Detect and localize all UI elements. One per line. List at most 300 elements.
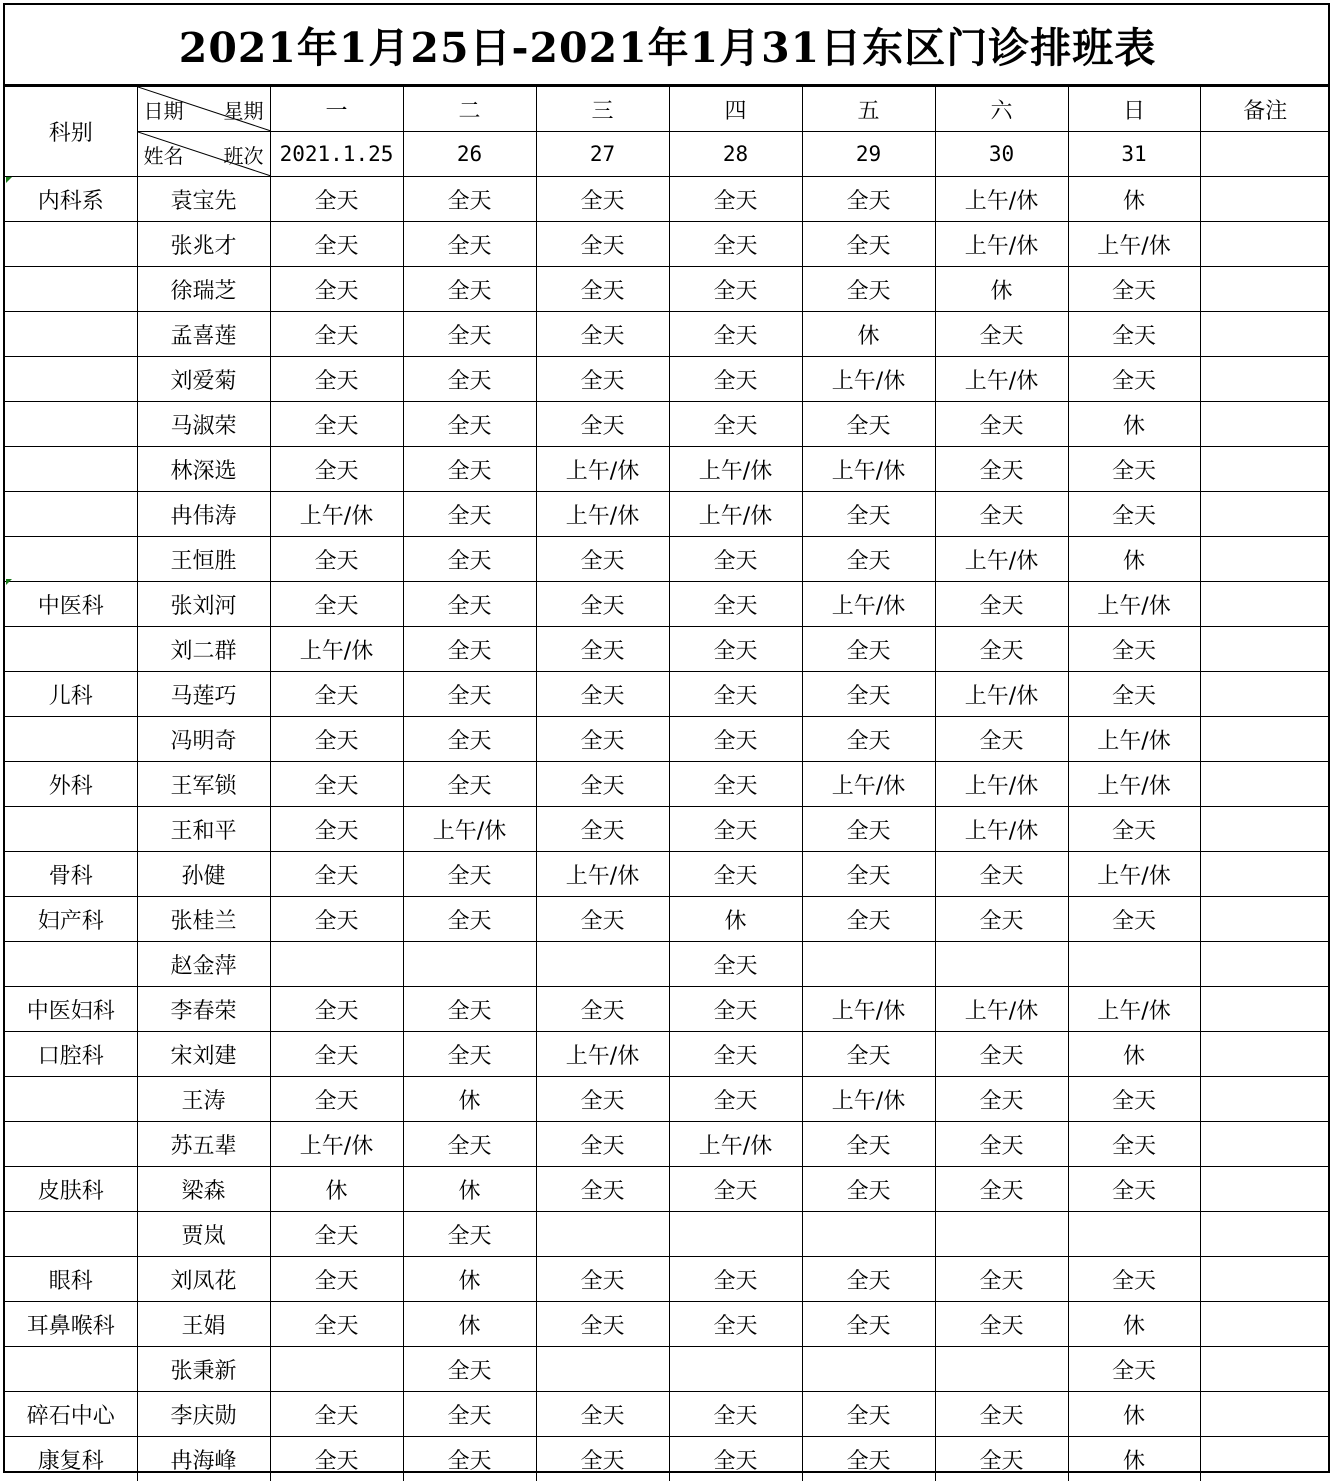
dept-cell — [5, 807, 137, 852]
doctor-name-cell: 张刘河 — [137, 582, 270, 627]
weekday-header: 五 — [802, 87, 935, 132]
shift-cell: 全天 — [935, 1302, 1068, 1347]
shift-cell: 全天 — [403, 1122, 536, 1167]
shift-cell: 全天 — [669, 1437, 802, 1481]
table-row — [5, 1167, 1330, 1212]
cell-comment-marker — [6, 579, 12, 585]
shift-cell: 全天 — [403, 1437, 536, 1481]
shift-cell: 全天 — [270, 1302, 403, 1347]
shift-cell — [935, 1212, 1068, 1257]
shift-cell: 全天 — [536, 1257, 669, 1302]
dept-cell — [5, 492, 137, 537]
shift-cell: 全天 — [536, 357, 669, 402]
shift-cell: 上午/休 — [1068, 987, 1200, 1032]
shift-cell: 全天 — [669, 222, 802, 267]
shift-cell: 全天 — [403, 1392, 536, 1437]
shift-cell: 全天 — [935, 1077, 1068, 1122]
shift-cell: 上午/休 — [1068, 852, 1200, 897]
shift-cell: 上午/休 — [802, 447, 935, 492]
date-header: 27 — [536, 132, 669, 177]
doctor-name-cell: 王涛 — [137, 1077, 270, 1122]
shift-cell — [1068, 1212, 1200, 1257]
header-row-date — [5, 132, 1330, 177]
shift-cell: 全天 — [270, 357, 403, 402]
weekday-header: 六 — [935, 87, 1068, 132]
shift-cell: 全天 — [403, 492, 536, 537]
shift-cell — [669, 1347, 802, 1392]
shift-cell: 全天 — [270, 177, 403, 222]
shift-cell: 全天 — [403, 852, 536, 897]
shift-label: 班次 — [224, 140, 264, 169]
table-row — [5, 717, 1330, 762]
remark-header: 备注 — [1200, 87, 1330, 132]
dept-cell: 皮肤科 — [5, 1167, 137, 1212]
shift-cell: 全天 — [403, 312, 536, 357]
table-row — [5, 492, 1330, 537]
table-row — [5, 1122, 1330, 1167]
date-header: 31 — [1068, 132, 1200, 177]
doctor-name-cell: 徐瑞芝 — [137, 267, 270, 312]
doctor-name-cell: 王军锁 — [137, 762, 270, 807]
dept-cell — [5, 267, 137, 312]
schedule-table — [5, 87, 1330, 1481]
table-row — [5, 762, 1330, 807]
shift-cell: 全天 — [935, 582, 1068, 627]
dept-cell — [5, 537, 137, 582]
shift-cell: 全天 — [802, 1437, 935, 1481]
shift-cell: 全天 — [536, 627, 669, 672]
shift-cell — [270, 942, 403, 987]
table-row — [5, 1302, 1330, 1347]
remark-cell — [1200, 897, 1330, 942]
date-weekday-diagonal-cell — [137, 87, 270, 132]
shift-cell: 休 — [270, 1167, 403, 1212]
remark-cell — [1200, 942, 1330, 987]
shift-cell: 休 — [1068, 1032, 1200, 1077]
shift-cell: 全天 — [935, 402, 1068, 447]
shift-cell: 全天 — [536, 402, 669, 447]
shift-cell: 全天 — [802, 897, 935, 942]
shift-cell: 全天 — [935, 447, 1068, 492]
doctor-name-cell: 王娟 — [137, 1302, 270, 1347]
shift-cell: 全天 — [669, 942, 802, 987]
shift-cell: 上午/休 — [935, 357, 1068, 402]
shift-cell: 上午/休 — [802, 582, 935, 627]
weekday-header: 四 — [669, 87, 802, 132]
shift-cell: 全天 — [935, 1032, 1068, 1077]
doctor-name-cell: 马淑荣 — [137, 402, 270, 447]
doctor-name-cell: 李庆勋 — [137, 1392, 270, 1437]
shift-cell: 全天 — [536, 807, 669, 852]
shift-cell: 全天 — [669, 582, 802, 627]
dept-cell: 儿科 — [5, 672, 137, 717]
shift-cell: 上午/休 — [1068, 717, 1200, 762]
shift-cell: 全天 — [935, 852, 1068, 897]
shift-cell: 全天 — [270, 807, 403, 852]
shift-cell: 上午/休 — [935, 672, 1068, 717]
remark-cell — [1200, 447, 1330, 492]
shift-cell — [935, 1347, 1068, 1392]
shift-cell: 全天 — [669, 852, 802, 897]
doctor-name-cell: 贾岚 — [137, 1212, 270, 1257]
dept-cell — [5, 402, 137, 447]
cell-comment-marker — [6, 177, 12, 183]
shift-cell: 上午/休 — [935, 987, 1068, 1032]
shift-cell: 全天 — [802, 1167, 935, 1212]
shift-cell: 全天 — [935, 492, 1068, 537]
shift-cell: 全天 — [669, 807, 802, 852]
shift-cell: 上午/休 — [536, 492, 669, 537]
shift-cell: 全天 — [669, 1077, 802, 1122]
shift-cell: 全天 — [802, 537, 935, 582]
shift-cell: 全天 — [536, 177, 669, 222]
shift-cell: 全天 — [1068, 312, 1200, 357]
table-row — [5, 1437, 1330, 1481]
shift-cell: 全天 — [935, 1257, 1068, 1302]
shift-cell: 全天 — [536, 897, 669, 942]
dept-cell — [5, 1077, 137, 1122]
shift-cell — [669, 1212, 802, 1257]
shift-cell: 上午/休 — [1068, 762, 1200, 807]
shift-cell: 全天 — [270, 1077, 403, 1122]
dept-cell — [5, 627, 137, 672]
doctor-name-cell: 李春荣 — [137, 987, 270, 1032]
shift-cell: 全天 — [536, 582, 669, 627]
shift-cell: 全天 — [802, 627, 935, 672]
doctor-name-cell: 刘凤花 — [137, 1257, 270, 1302]
shift-cell: 全天 — [536, 1122, 669, 1167]
shift-cell: 全天 — [270, 1212, 403, 1257]
remark-cell — [1200, 492, 1330, 537]
shift-cell — [270, 1347, 403, 1392]
dept-cell — [5, 447, 137, 492]
shift-cell: 全天 — [802, 1302, 935, 1347]
remark-cell — [1200, 852, 1330, 897]
shift-cell: 全天 — [935, 627, 1068, 672]
dept-cell — [5, 312, 137, 357]
table-row — [5, 177, 1330, 222]
shift-cell: 全天 — [669, 177, 802, 222]
doctor-name-cell: 梁森 — [137, 1167, 270, 1212]
shift-cell: 全天 — [403, 897, 536, 942]
dept-column-header: 科别 — [5, 87, 137, 177]
remark-cell — [1200, 1167, 1330, 1212]
shift-cell: 上午/休 — [802, 987, 935, 1032]
shift-cell: 全天 — [403, 582, 536, 627]
shift-cell — [403, 942, 536, 987]
dept-cell: 碎石中心 — [5, 1392, 137, 1437]
table-row — [5, 267, 1330, 312]
header-row-weekday — [5, 87, 1330, 132]
shift-cell: 上午/休 — [536, 1032, 669, 1077]
doctor-name-cell: 冯明奇 — [137, 717, 270, 762]
shift-cell: 休 — [403, 1167, 536, 1212]
dept-cell: 外科 — [5, 762, 137, 807]
weekday-header: 一 — [270, 87, 403, 132]
doctor-name-cell: 刘二群 — [137, 627, 270, 672]
date-header: 30 — [935, 132, 1068, 177]
shift-cell: 全天 — [802, 222, 935, 267]
shift-cell: 全天 — [669, 762, 802, 807]
shift-cell: 上午/休 — [536, 852, 669, 897]
table-row — [5, 627, 1330, 672]
dept-cell — [5, 1122, 137, 1167]
doctor-name-cell: 孙健 — [137, 852, 270, 897]
doctor-name-cell: 张兆才 — [137, 222, 270, 267]
shift-cell: 全天 — [935, 1437, 1068, 1481]
shift-cell: 全天 — [270, 1032, 403, 1077]
shift-cell: 休 — [1068, 1392, 1200, 1437]
name-shift-diagonal-cell — [137, 132, 270, 177]
shift-cell: 全天 — [802, 1392, 935, 1437]
shift-cell: 全天 — [802, 267, 935, 312]
shift-cell: 全天 — [536, 762, 669, 807]
weekday-header: 三 — [536, 87, 669, 132]
doctor-name-cell: 赵金萍 — [137, 942, 270, 987]
shift-cell: 全天 — [536, 267, 669, 312]
shift-cell: 全天 — [935, 717, 1068, 762]
doctor-name-cell: 袁宝先 — [137, 177, 270, 222]
shift-cell: 上午/休 — [669, 1122, 802, 1167]
remark-cell — [1200, 1032, 1330, 1077]
shift-cell: 休 — [1068, 1437, 1200, 1481]
shift-cell: 上午/休 — [802, 357, 935, 402]
table-row — [5, 1392, 1330, 1437]
weekday-header: 日 — [1068, 87, 1200, 132]
shift-cell: 全天 — [935, 312, 1068, 357]
remark-cell — [1200, 987, 1330, 1032]
shift-cell: 全天 — [536, 1077, 669, 1122]
shift-cell: 上午/休 — [935, 807, 1068, 852]
remark-cell — [1200, 1257, 1330, 1302]
doctor-name-cell: 苏五辈 — [137, 1122, 270, 1167]
dept-cell: 骨科 — [5, 852, 137, 897]
dept-cell: 妇产科 — [5, 897, 137, 942]
table-row — [5, 987, 1330, 1032]
dept-cell: 耳鼻喉科 — [5, 1302, 137, 1347]
shift-cell: 全天 — [536, 672, 669, 717]
shift-cell: 上午/休 — [935, 222, 1068, 267]
table-row — [5, 582, 1330, 627]
shift-cell: 全天 — [1068, 447, 1200, 492]
shift-cell: 全天 — [403, 717, 536, 762]
remark-cell — [1200, 537, 1330, 582]
shift-cell: 全天 — [802, 717, 935, 762]
remark-cell — [1200, 312, 1330, 357]
shift-cell: 全天 — [669, 1032, 802, 1077]
weekday-header: 二 — [403, 87, 536, 132]
shift-cell: 全天 — [802, 1257, 935, 1302]
remark-cell — [1200, 1347, 1330, 1392]
shift-cell — [802, 942, 935, 987]
shift-cell: 全天 — [270, 762, 403, 807]
shift-cell: 全天 — [669, 1257, 802, 1302]
shift-cell: 上午/休 — [270, 627, 403, 672]
shift-cell: 全天 — [270, 312, 403, 357]
remark-cell — [1200, 222, 1330, 267]
shift-cell: 全天 — [536, 1392, 669, 1437]
shift-cell: 全天 — [270, 672, 403, 717]
remark-cell — [1200, 357, 1330, 402]
shift-cell: 休 — [403, 1257, 536, 1302]
shift-cell: 休 — [1068, 1302, 1200, 1347]
shift-cell: 全天 — [669, 987, 802, 1032]
remark-header-blank — [1200, 132, 1330, 177]
shift-cell: 全天 — [536, 1437, 669, 1481]
date-label: 日期 — [144, 95, 184, 124]
dept-cell: 内科系 — [5, 177, 137, 222]
shift-cell: 全天 — [1068, 357, 1200, 402]
shift-cell: 全天 — [802, 1122, 935, 1167]
shift-cell — [935, 942, 1068, 987]
shift-cell: 全天 — [403, 447, 536, 492]
shift-cell: 全天 — [270, 582, 403, 627]
shift-cell: 全天 — [536, 1302, 669, 1347]
schedule-sheet — [3, 3, 1330, 1473]
doctor-name-cell: 张秉新 — [137, 1347, 270, 1392]
name-label: 姓名 — [144, 140, 184, 169]
doctor-name-cell: 林深选 — [137, 447, 270, 492]
shift-cell: 全天 — [1068, 1077, 1200, 1122]
shift-cell — [1068, 942, 1200, 987]
shift-cell: 全天 — [403, 222, 536, 267]
shift-cell: 全天 — [669, 717, 802, 762]
remark-cell — [1200, 807, 1330, 852]
shift-cell: 全天 — [270, 447, 403, 492]
shift-cell: 全天 — [403, 402, 536, 447]
shift-cell: 全天 — [403, 627, 536, 672]
shift-cell: 全天 — [536, 312, 669, 357]
remark-cell — [1200, 267, 1330, 312]
doctor-name-cell: 冉伟涛 — [137, 492, 270, 537]
shift-cell: 全天 — [536, 717, 669, 762]
shift-cell: 全天 — [270, 267, 403, 312]
shift-cell: 全天 — [669, 672, 802, 717]
shift-cell: 全天 — [802, 672, 935, 717]
remark-cell — [1200, 1392, 1330, 1437]
dept-cell — [5, 717, 137, 762]
remark-cell — [1200, 627, 1330, 672]
shift-cell — [536, 942, 669, 987]
table-row — [5, 1347, 1330, 1392]
shift-cell: 全天 — [1068, 1167, 1200, 1212]
dept-cell — [5, 942, 137, 987]
shift-cell: 上午/休 — [669, 492, 802, 537]
table-row — [5, 357, 1330, 402]
shift-cell: 全天 — [1068, 1122, 1200, 1167]
remark-cell — [1200, 1212, 1330, 1257]
shift-cell: 全天 — [669, 537, 802, 582]
doctor-name-cell: 冉海峰 — [137, 1437, 270, 1481]
shift-cell: 全天 — [403, 1347, 536, 1392]
remark-cell — [1200, 1302, 1330, 1347]
shift-cell: 全天 — [1068, 807, 1200, 852]
shift-cell: 上午/休 — [802, 762, 935, 807]
shift-cell: 全天 — [270, 537, 403, 582]
doctor-name-cell: 马莲巧 — [137, 672, 270, 717]
doctor-name-cell: 张桂兰 — [137, 897, 270, 942]
table-row — [5, 942, 1330, 987]
shift-cell: 全天 — [935, 897, 1068, 942]
shift-cell: 上午/休 — [935, 177, 1068, 222]
date-header: 28 — [669, 132, 802, 177]
doctor-name-cell: 王和平 — [137, 807, 270, 852]
shift-cell: 全天 — [536, 537, 669, 582]
date-header: 2021.1.25 — [270, 132, 403, 177]
shift-cell: 上午/休 — [270, 1122, 403, 1167]
shift-cell: 全天 — [1068, 897, 1200, 942]
shift-cell — [802, 1212, 935, 1257]
dept-cell — [5, 1347, 137, 1392]
sheet-title: 2021年1月25日-2021年1月31日东区门诊排班表 — [5, 5, 1330, 85]
shift-cell: 全天 — [802, 402, 935, 447]
shift-cell: 全天 — [935, 1122, 1068, 1167]
shift-cell: 全天 — [270, 1437, 403, 1481]
shift-cell: 全天 — [802, 177, 935, 222]
shift-cell: 全天 — [669, 357, 802, 402]
shift-cell: 休 — [935, 267, 1068, 312]
table-row — [5, 672, 1330, 717]
shift-cell: 休 — [403, 1077, 536, 1122]
doctor-name-cell: 刘爱菊 — [137, 357, 270, 402]
remark-cell — [1200, 717, 1330, 762]
dept-cell — [5, 222, 137, 267]
shift-cell: 上午/休 — [935, 537, 1068, 582]
date-header: 26 — [403, 132, 536, 177]
remark-cell — [1200, 177, 1330, 222]
remark-cell — [1200, 1437, 1330, 1481]
shift-cell: 全天 — [1068, 1347, 1200, 1392]
shift-cell: 休 — [802, 312, 935, 357]
shift-cell: 全天 — [669, 627, 802, 672]
table-row — [5, 1032, 1330, 1077]
shift-cell: 全天 — [403, 267, 536, 312]
remark-cell — [1200, 402, 1330, 447]
table-row — [5, 222, 1330, 267]
shift-cell: 全天 — [270, 222, 403, 267]
shift-cell — [536, 1212, 669, 1257]
shift-cell: 全天 — [1068, 492, 1200, 537]
shift-cell: 上午/休 — [1068, 582, 1200, 627]
shift-cell: 全天 — [1068, 1257, 1200, 1302]
shift-cell: 全天 — [669, 1302, 802, 1347]
doctor-name-cell: 王恒胜 — [137, 537, 270, 582]
shift-cell: 上午/休 — [669, 447, 802, 492]
dept-cell — [5, 357, 137, 402]
remark-cell — [1200, 672, 1330, 717]
shift-cell: 休 — [403, 1302, 536, 1347]
table-row — [5, 1212, 1330, 1257]
shift-cell: 休 — [669, 897, 802, 942]
dept-cell — [5, 1212, 137, 1257]
shift-cell: 全天 — [1068, 267, 1200, 312]
shift-cell: 休 — [1068, 402, 1200, 447]
table-row — [5, 447, 1330, 492]
date-header: 29 — [802, 132, 935, 177]
shift-cell — [536, 1347, 669, 1392]
remark-cell — [1200, 1077, 1330, 1122]
dept-cell: 口腔科 — [5, 1032, 137, 1077]
remark-cell — [1200, 1122, 1330, 1167]
shift-cell: 全天 — [270, 1257, 403, 1302]
shift-cell: 全天 — [1068, 672, 1200, 717]
shift-cell: 上午/休 — [935, 762, 1068, 807]
shift-cell: 全天 — [1068, 627, 1200, 672]
shift-cell: 全天 — [270, 987, 403, 1032]
table-row — [5, 807, 1330, 852]
shift-cell: 全天 — [536, 222, 669, 267]
table-row — [5, 852, 1330, 897]
